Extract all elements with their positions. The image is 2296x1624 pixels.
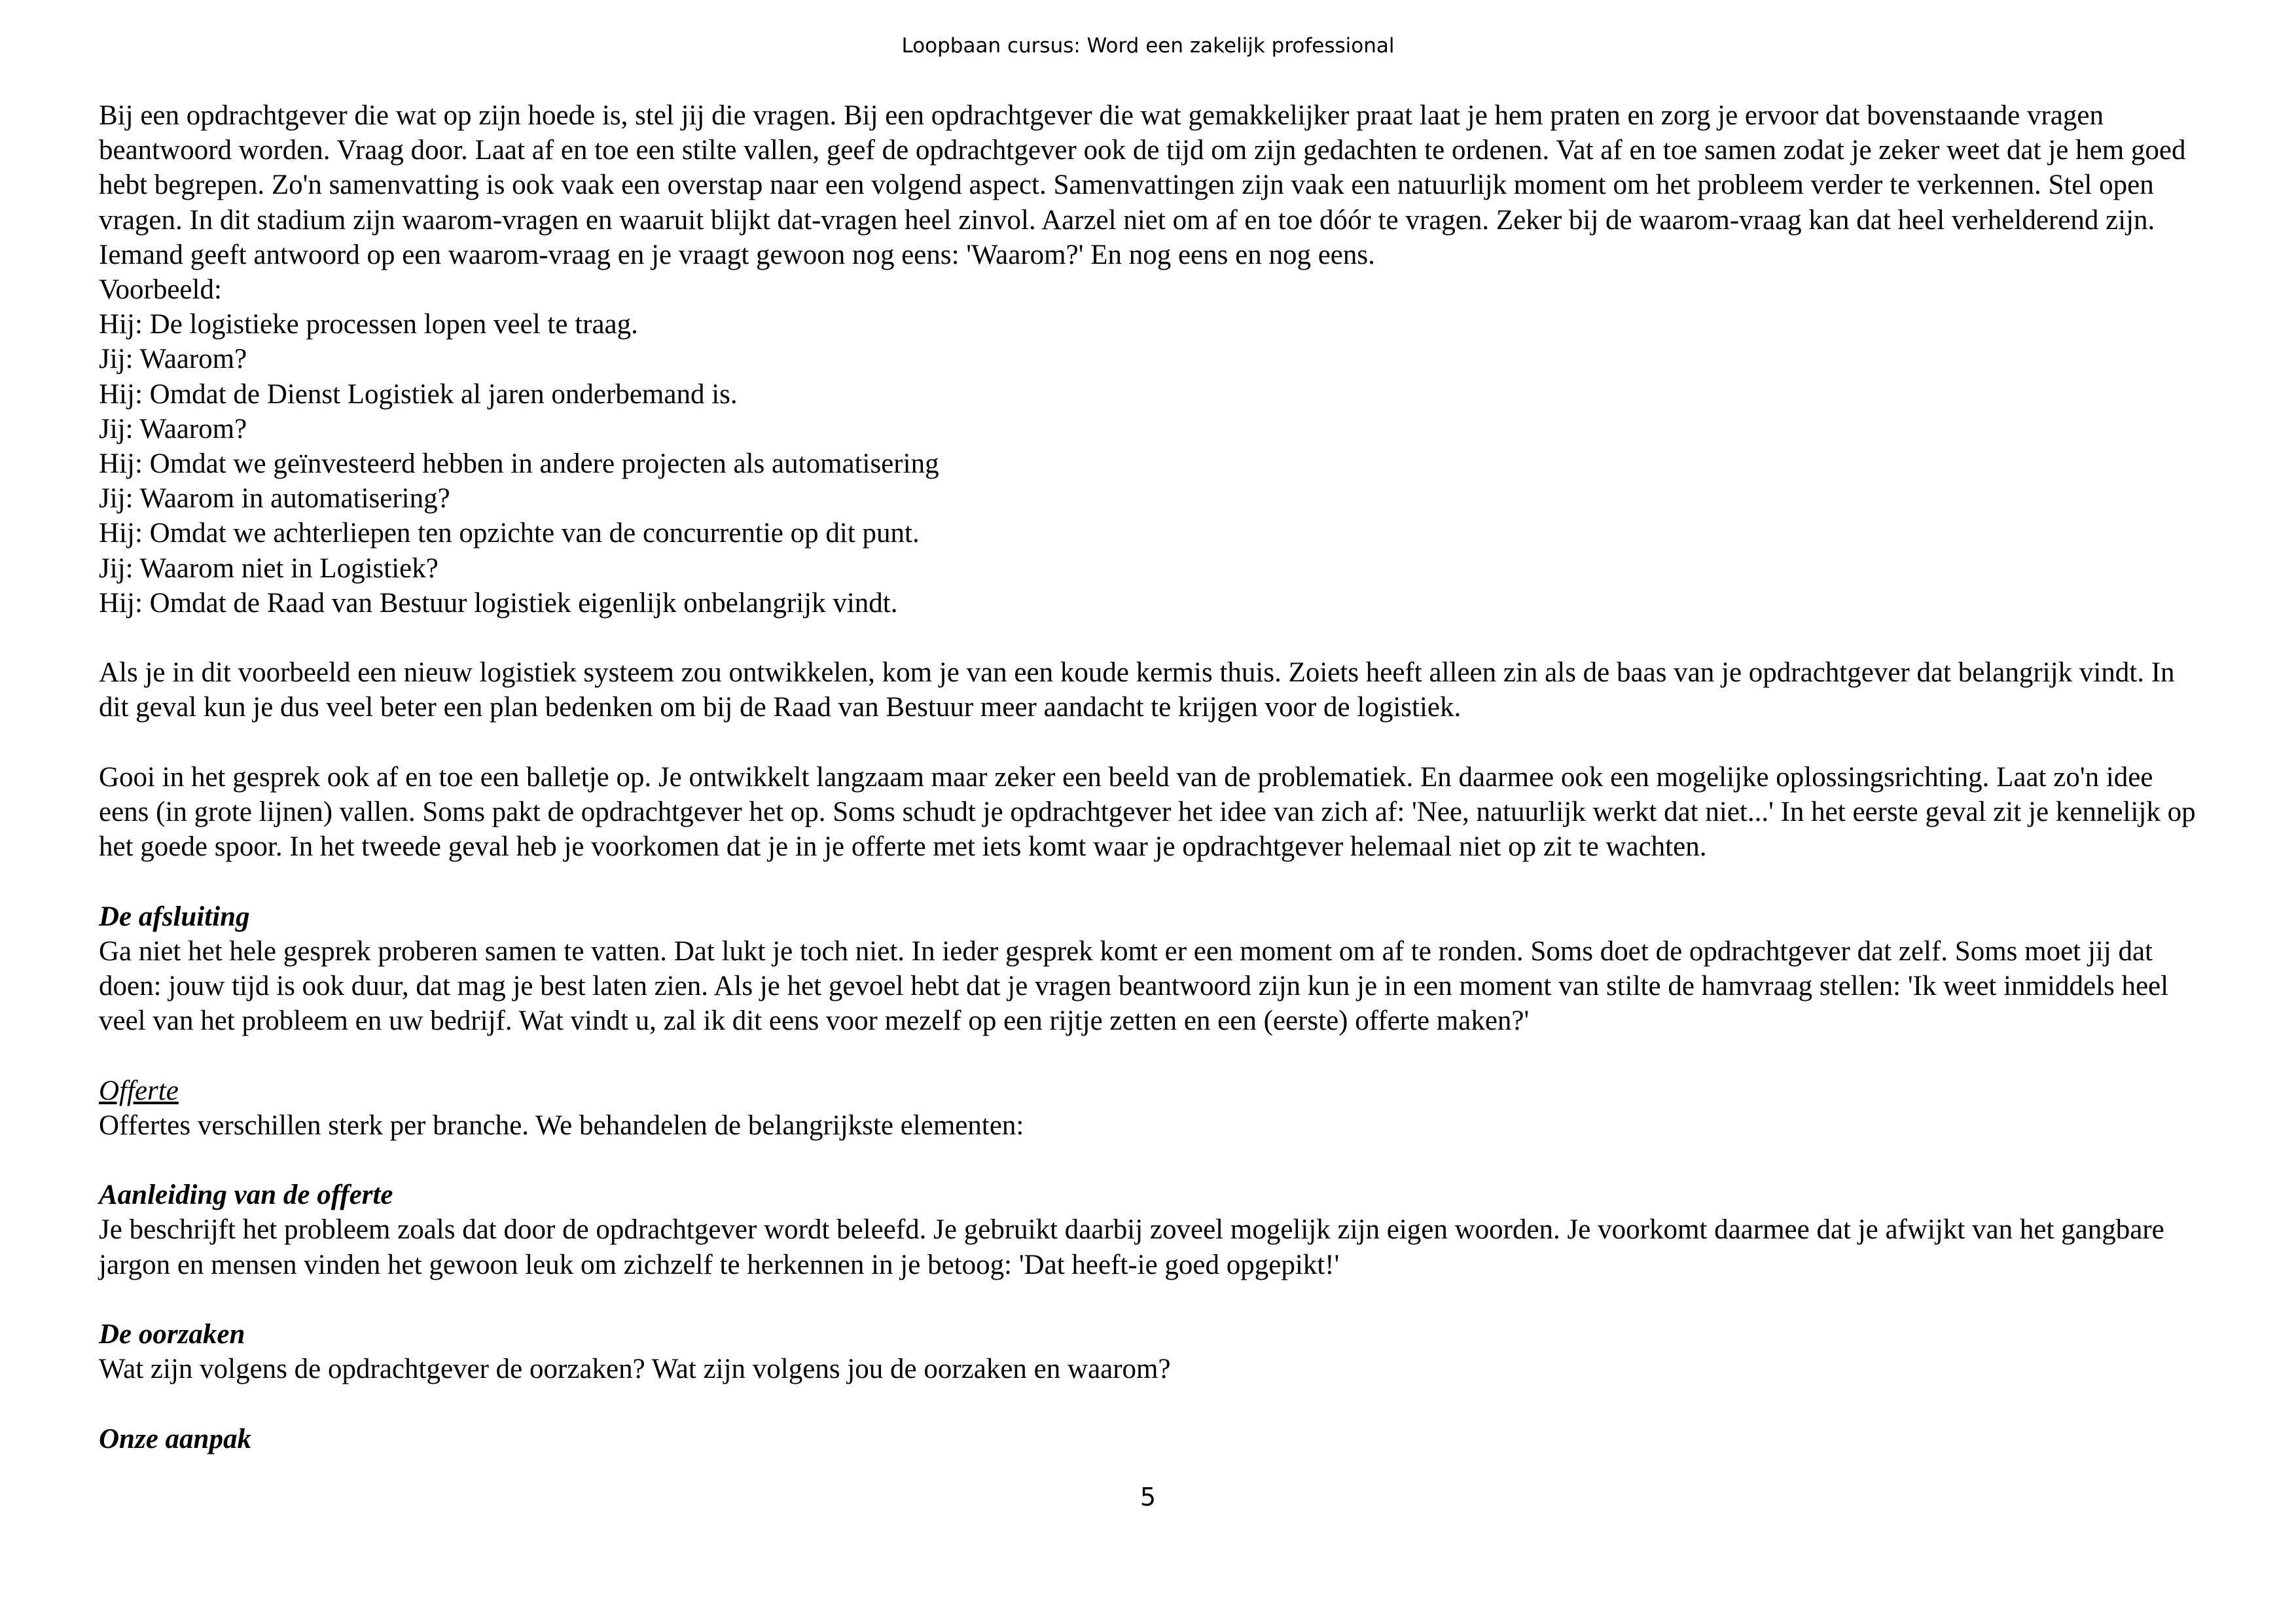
oorzaken-heading: De oorzaken [99,1319,245,1350]
afsluiting-heading: De afsluiting [99,901,250,932]
aanpak-heading: Onze aanpak [99,1423,251,1454]
dialogue-line: Hij: Omdat we achterliepen ten opzichte van de concurrentie op dit punt. [99,518,920,549]
document-body [99,98,2206,1456]
paragraph-gap [99,1038,2206,1073]
offerte-heading: Offerte [99,1075,179,1106]
paragraph-gap [99,1386,2206,1421]
paragraph-gap [99,1282,2206,1317]
balletje-paragraph: Gooi in het gesprek ook af en toe een balletje op. Je ontwikkelt langzaam maar zeker een beeld van de problematiek. En daarmee ook een mogelijke oplossingsrichting. Laat zo'n idee eens (in grote lijnen) vallen. Soms pakt de opdrachtgever het op. Soms schudt je opdrachtgever het idee van zich af: 'Nee, natuurlijk werkt dat niet...' In het eerste geval zit je kennelijk op het goede spoor. In het tweede geval heb je voorkomen dat je in je offerte met iets komt waar je opdrachtgever helemaal niet op zit te wachten. [99,761,2196,863]
afsluiting-paragraph: Ga niet het hele gesprek proberen samen te vatten. Dat lukt je toch niet. In ieder gesprek komt er een moment om af te ronden. Soms doet de opdrachtgever dat zelf. Soms moet jij dat doen: jouw tijd is ook duur, dat mag je best laten zien. Als je het gevoel hebt dat je vragen beantwoord zijn kun je in een moment van stilte de hamvraag stellen: 'Ik weet inmiddels heel veel van het probleem en uw bedrijf. Wat vindt u, zal ik dit eens voor mezelf op een rijtje zetten en een (eerste) offerte maken?' [99,935,2169,1037]
dialogue-line: Hij: Omdat de Raad van Bestuur logistiek eigenlijk onbelangrijk vindt. [99,587,898,619]
dialogue-line: Jij: Waarom niet in Logistiek? [99,552,439,584]
dialogue-line: Hij: De logistieke processen lopen veel te traag. [99,309,638,340]
offerte-paragraph: Offertes verschillen sterk per branche. We behandelen de belangrijkste elementen: [99,1110,1024,1141]
oorzaken-paragraph: Wat zijn volgens de opdrachtgever de oorzaken? Wat zijn volgens jou de oorzaken en waarom? [99,1354,1171,1385]
dialogue-line: Jij: Waarom? [99,344,247,375]
aanleiding-heading: Aanleiding van de offerte [99,1180,393,1211]
paragraph-gap [99,725,2206,760]
dialogue-line: Hij: Omdat de Dienst Logistiek al jaren onderbemand is. [99,378,738,410]
paragraph-gap [99,1143,2206,1178]
dialogue-line: Jij: Waarom? [99,413,247,444]
dialogue-line: Hij: Omdat we geïnvesteerd hebben in andere projecten als automatisering [99,448,939,480]
intro-paragraph: Bij een opdrachtgever die wat op zijn hoede is, stel jij die vragen. Bij een opdrachtgever die wat gemakkelijker praat laat je hem praten en zorg je ervoor dat bovenstaande vragen beantwoord worden. Vraag door. Laat af en toe een stilte vallen, geef de opdrachtgever ook de tijd om zijn gedachten te ordenen. Vat af en toe samen zodat je zeker weet dat je hem goed hebt begrepen. Zo'n samenvatting is ook vaak een overstap naar een volgend aspect. Samenvattingen zijn vaak een natuurlijk moment om het probleem verder te verkennen. Stel open vragen. In dit stadium zijn waarom-vragen en waaruit blijkt dat-vragen heel zinvol. Aarzel niet om af en toe dóór te vragen. Zeker bij de waarom-vraag kan dat heel verhelderend zijn. Iemand geeft antwoord op een waarom-vraag en je vraagt gewoon nog eens: 'Waarom?' En nog eens en nog eens. [99,100,2186,270]
dialogue-line: Jij: Waarom in automatisering? [99,483,450,514]
example-conclusion-paragraph: Als je in dit voorbeeld een nieuw logistiek systeem zou ontwikkelen, kom je van een koude kermis thuis. Zoiets heeft alleen zin als de baas van je opdrachtgever dat belangrijk vindt. In dit geval kun je dus veel beter een plan bedenken om bij de Raad van Bestuur meer aandacht te krijgen voor de logistiek. [99,657,2175,723]
paragraph-gap [99,864,2206,899]
page-number: 5 [1139,1483,1157,1511]
paragraph-gap [99,621,2206,655]
aanleiding-paragraph: Je beschrijft het probleem zoals dat door de opdrachtgever wordt beleefd. Je gebruikt daarbij zoveel mogelijk zijn eigen woorden. Je voorkomt daarmee dat je afwijkt van het gangbare jargon en mensen vinden het gewoon leuk om zichzelf te herkennen in je betoog: 'Dat heeft-ie goed opgepikt!' [99,1214,2164,1280]
example-label: Voorbeeld: [99,274,222,306]
page-header: Loopbaan cursus: Word een zakelijk professional [901,34,1395,58]
